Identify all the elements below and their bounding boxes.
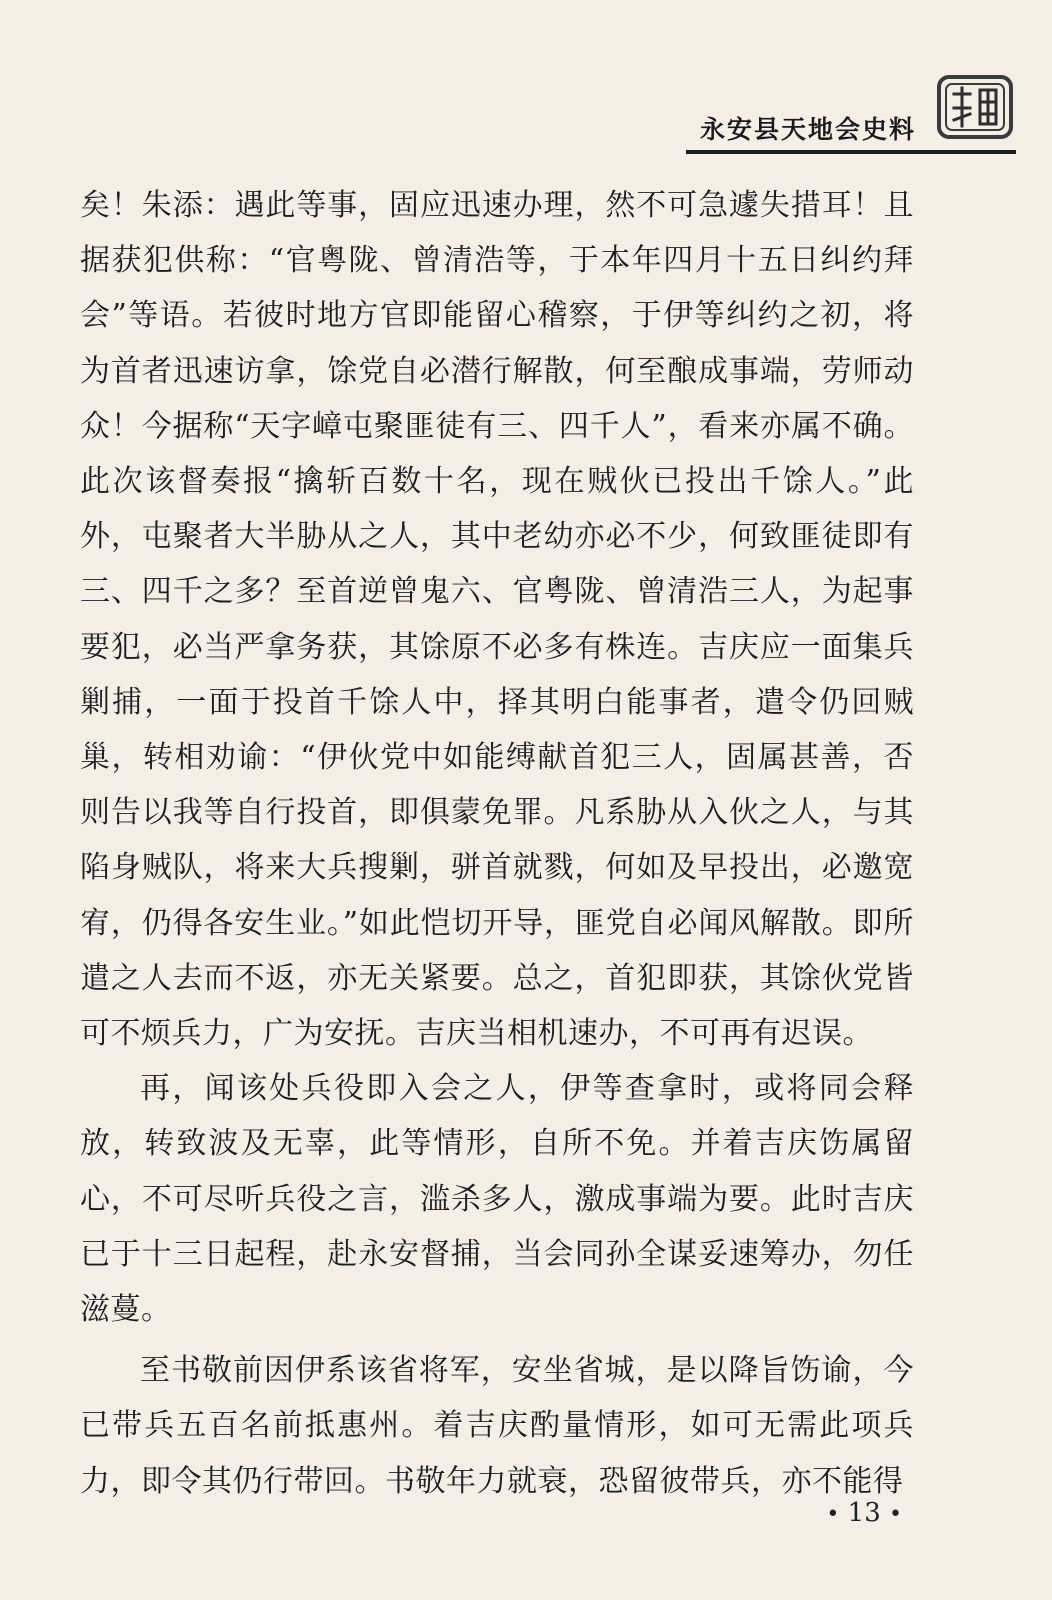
paragraph-1: 矣！朱添：遇此等事，固应迅速办理，然不可急遽失措耳！且据获犯供称：“官粤陇、曾清浩等，于本年四月十五日纠约拜会”等语。若彼时地方官即能留心稽察，于伊等纠约之初，将为首者迅速访拿，馀党自必潜行解散，何至酿成事端，劳师动众！今据称“天字嶂屯聚匪徒有三、四千人”，看来亦属不确。此次该督奏报“擒斩百数十名，现在贼伙已投出千馀人。”此外，屯聚者大半胁从之人，其中老幼亦必不少，何致匪徒即有三、四千之多？至首逆曾鬼六、官粤陇、曾清浩三人，为起事要犯，必当严拿务获，其馀原不必多有株连。吉庆应一面集兵剿捕，一面于投首千馀人中，择其明白能事者，遣令仍回贼巢，转相劝谕：“伊伙党中如能缚献首犯三人，固属甚善，否则告以我等自行投首，即俱蒙免罪。凡系胁从入伙之人，与其陷身贼队，将来大兵搜剿，骈首就戮，何如及早投出，必邀宽宥，仍得各安生业。”如此恺切开导，匪党自必闻风解散。即所遣之人去而不返，亦无关紧要。总之，首犯即获，其馀伙党皆可不烦兵力，广为安抚。吉庆当相机速办，不可再有迟误。 <box>80 188 914 1052</box>
footer-bullet-left: • <box>826 1502 840 1527</box>
running-title: 永安县天地会史料 <box>699 115 916 144</box>
header-rule <box>686 150 1016 154</box>
paragraph-3: 至书敬前因伊系该省将军，安坐省城，是以降旨饬谕，今已带兵五百名前抵惠州。着吉庆酌量情形，如可无需此项兵力，即令其仍行带回。书敬年力就衰，恐留彼带兵，亦不能得 <box>80 1353 914 1499</box>
footer-bullet-right: • <box>889 1502 902 1527</box>
page-header <box>0 72 1052 172</box>
paragraph-2: 再，闻该处兵役即入会之人，伊等查拿时，或将同会释放，转致波及无辜，此等情形，自所不免。并着吉庆饬属留心，不可尽听兵役之言，滥杀多人，激成事端为要。此时吉庆已于十三日起程，赴永安督捕，当会同孙全谋妥速筹办，勿任滋蔓。 <box>80 1071 914 1328</box>
main-text <box>80 178 914 1509</box>
page-footer <box>826 1498 902 1528</box>
seal-stamp <box>936 74 1014 140</box>
page-number: 13 <box>847 1498 881 1528</box>
